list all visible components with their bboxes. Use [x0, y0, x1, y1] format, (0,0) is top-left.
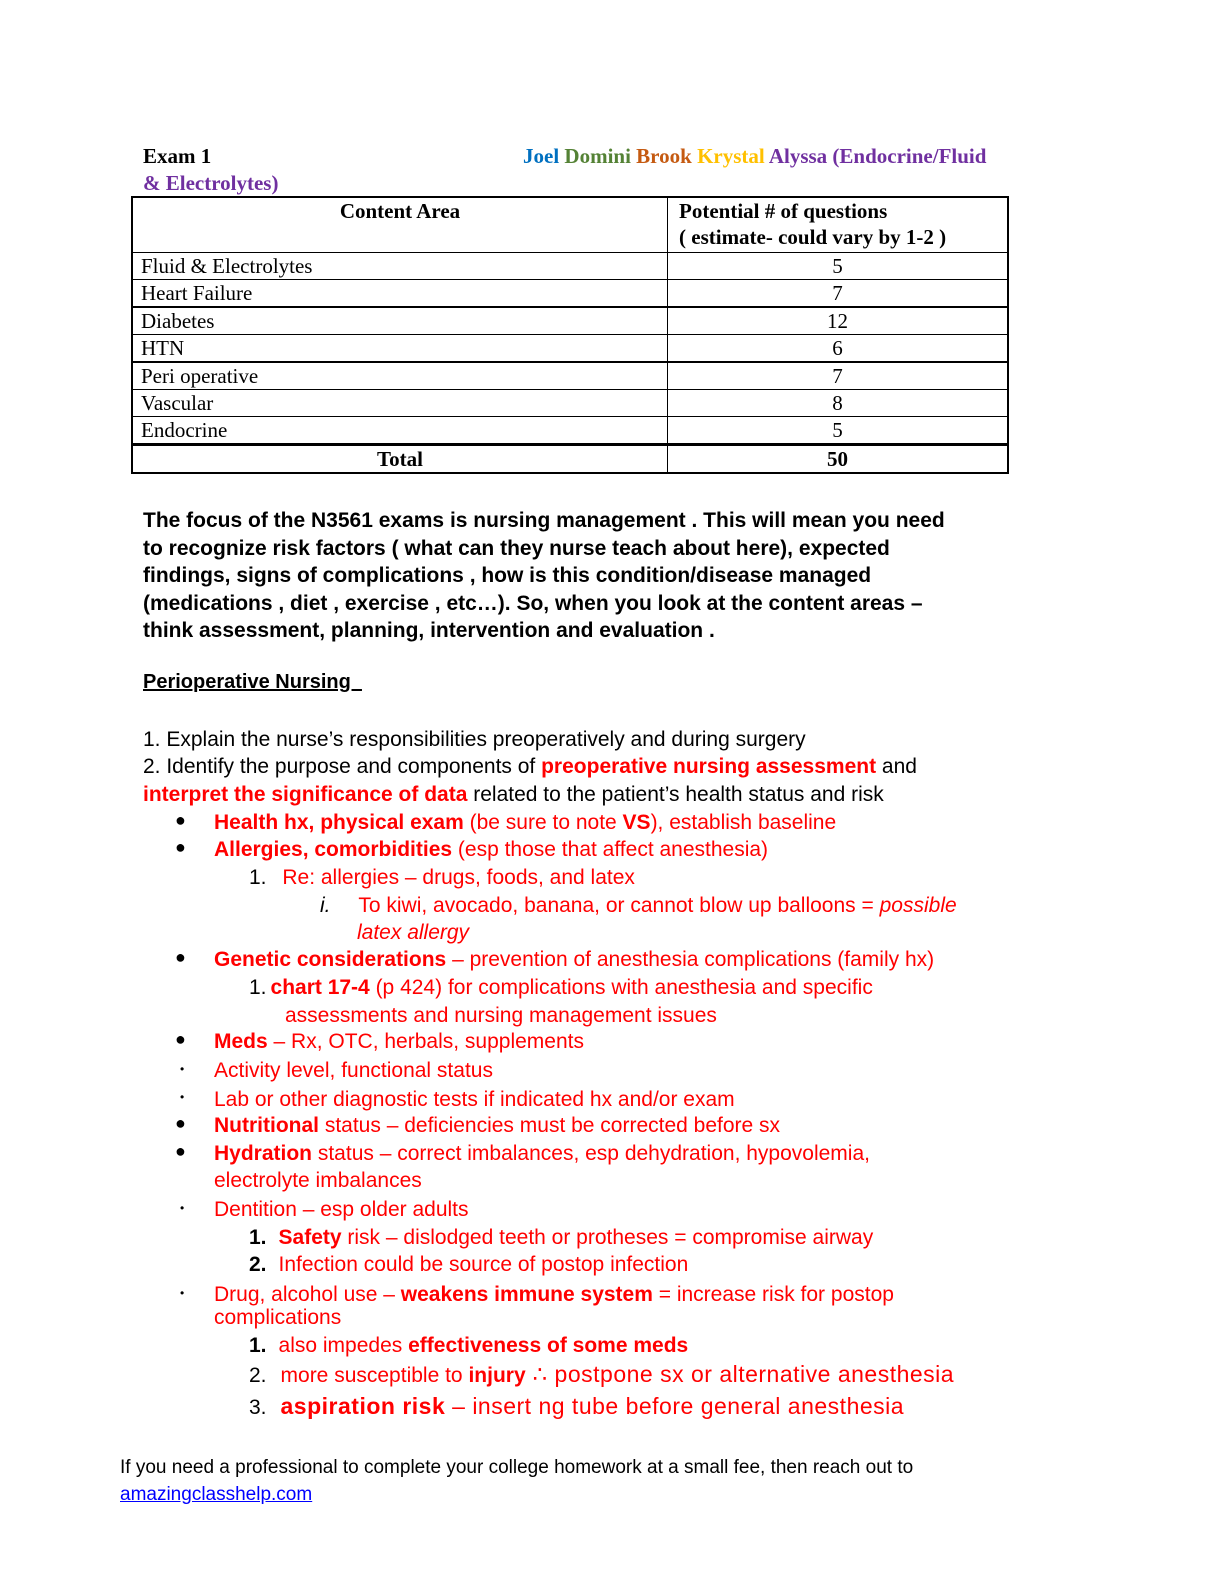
list-item-drug-cont: complications: [214, 1306, 342, 1329]
cell-count: 6: [668, 335, 1009, 363]
emphasis: latex allergy: [357, 921, 470, 944]
list-number: 2.: [249, 1253, 267, 1276]
cell-count: 8: [668, 390, 1009, 417]
content-area-table: [131, 196, 1009, 474]
total-label: Total: [132, 445, 668, 474]
paragraph-line: findings, signs of complications , how is this condition/disease managed: [143, 564, 872, 587]
emphasis: Nutritional: [214, 1114, 319, 1137]
list-number: 1.: [249, 1334, 267, 1357]
list-number: 1.: [249, 976, 267, 999]
objective-2: [143, 753, 917, 780]
text: 2. Identify the purpose and components of: [143, 755, 542, 778]
bullet-icon: ●: [175, 1141, 186, 1161]
cell-area: HTN: [132, 335, 668, 363]
list-number: 2.: [249, 1364, 267, 1387]
emphasis: Safety: [278, 1226, 342, 1249]
sub-item-genetic-1: [249, 974, 873, 1001]
text: Infection could be source of postop infection: [278, 1253, 689, 1276]
emphasis: chart 17-4: [270, 976, 370, 999]
section-title: Perioperative Nursing: [143, 671, 362, 693]
paragraph-line: (medications , diet , exercise , etc…). So, when you look at the content areas –: [143, 591, 923, 615]
list-item-health: [214, 809, 836, 836]
text: more susceptible to: [280, 1364, 469, 1387]
header-line: ( estimate- could vary by 1-2 ): [679, 225, 947, 249]
cell-area: Endocrine: [132, 417, 668, 445]
emphasis: Hydration: [214, 1142, 313, 1165]
bullet-icon: ●: [175, 947, 186, 967]
cell-count: 7: [668, 362, 1009, 390]
text: ), establish baseline: [650, 811, 837, 834]
sub-item-allergies-1: [249, 864, 635, 891]
emphasis: possible: [879, 894, 957, 917]
bullet-icon: ●: [175, 837, 186, 857]
footer-link[interactable]: amazingclasshelp.com: [120, 1484, 313, 1505]
author-names-continuation: & Electrolytes): [143, 171, 279, 195]
table-total-row: [132, 445, 1008, 474]
sub-item-genetic-1-cont: assessments and nursing management issues: [285, 1004, 717, 1027]
list-number: i.: [320, 894, 331, 917]
cell-count: 12: [668, 307, 1009, 335]
text: (p 424) for complications with anesthesia and specific: [369, 976, 873, 999]
author-names: [523, 143, 986, 170]
list-number: 1.: [249, 1226, 267, 1249]
objective-1: 1. Explain the nurse’s responsibilities preoperatively and during surgery: [143, 728, 806, 751]
text: = increase risk for postop: [652, 1283, 894, 1306]
list-number: 3.: [249, 1396, 267, 1419]
bullet-icon: ●: [175, 1029, 186, 1049]
table-row: [132, 253, 1008, 280]
list-item-genetic: [214, 946, 934, 973]
text: (esp those that affect anesthesia): [452, 838, 769, 861]
emphasis: Health hx, physical exam: [214, 811, 464, 834]
paragraph-line: think assessment, planning, intervention and evaluation .: [143, 619, 715, 642]
table-row: [132, 362, 1008, 390]
footer-note: [120, 1454, 913, 1508]
list-item-meds: [214, 1028, 584, 1055]
author-name: Domini: [564, 144, 631, 168]
emphasis: VS: [622, 811, 651, 834]
bullet-icon: •: [180, 1201, 185, 1215]
cell-area: Fluid & Electrolytes: [132, 253, 668, 280]
table-row: [132, 307, 1008, 335]
sub-item-dentition-2: [249, 1251, 688, 1278]
column-header-content-area: Content Area: [132, 197, 668, 253]
emphasis: interpret the significance of data: [143, 783, 468, 806]
paragraph-line: The focus of the N3561 exams is nursing management . This will mean you need: [143, 509, 945, 532]
column-header-potential-questions: [668, 197, 1009, 253]
footer-text: If you need a professional to complete your college homework at a small fee, then reach out to: [120, 1457, 914, 1478]
author-name: Alyssa (Endocrine/Fluid: [768, 144, 987, 168]
list-item-hydration-cont: electrolyte imbalances: [214, 1169, 422, 1192]
emphasis: Meds: [214, 1030, 268, 1053]
text: Drug, alcohol use –: [214, 1283, 401, 1306]
sub-item-drug-2: [249, 1361, 954, 1389]
cell-count: 5: [668, 253, 1009, 280]
objective-2-cont: [143, 781, 884, 808]
emphasis: effectiveness of some meds: [408, 1334, 689, 1357]
text: Re: allergies – drugs, foods, and latex: [282, 866, 635, 889]
paragraph-line: to recognize risk factors ( what can they nurse teach about here), expected: [143, 536, 890, 560]
sub-sub-item-latex: [320, 892, 957, 919]
author-name: Brook: [636, 144, 692, 168]
text: risk – dislodged teeth or protheses = compromise airway: [341, 1226, 874, 1249]
emphasis: weakens immune system: [400, 1283, 653, 1306]
bullet-icon: ●: [175, 1113, 186, 1133]
table-header-row: [132, 197, 1008, 253]
cell-count: 5: [668, 417, 1009, 445]
cell-area: Heart Failure: [132, 280, 668, 308]
text: To kiwi, avocado, banana, or cannot blow up balloons =: [358, 894, 880, 917]
header-line: Potential # of questions: [679, 199, 888, 223]
emphasis: preoperative nursing assessment: [541, 755, 877, 778]
sub-item-drug-3: [249, 1393, 904, 1421]
text: status – correct imbalances, esp dehydration, hypovolemia,: [312, 1142, 870, 1165]
emphasis: Genetic considerations: [214, 948, 447, 971]
cell-area: Vascular: [132, 390, 668, 417]
list-item-activity: Activity level, functional status: [214, 1059, 493, 1082]
bullet-icon: •: [180, 1062, 185, 1076]
cell-area: Diabetes: [132, 307, 668, 335]
sub-sub-item-latex-cont: [357, 919, 469, 946]
text: – Rx, OTC, herbals, supplements: [267, 1030, 584, 1053]
table-row: [132, 417, 1008, 445]
list-item-hydration: [214, 1140, 870, 1167]
list-item-lab: Lab or other diagnostic tests if indicated hx and/or exam: [214, 1088, 735, 1111]
text: – insert ng tube before general anesthesia: [445, 1393, 905, 1419]
total-value: 50: [668, 445, 1009, 474]
text: (be sure to note: [463, 811, 623, 834]
emphasis: aspiration risk: [280, 1393, 446, 1419]
text: – prevention of anesthesia complications (family hx): [446, 948, 935, 971]
list-item-dentition: Dentition – esp older adults: [214, 1198, 469, 1221]
author-name: Joel: [523, 144, 560, 168]
table-row: [132, 280, 1008, 308]
table-row: [132, 390, 1008, 417]
bullet-icon: •: [180, 1286, 185, 1300]
focus-paragraph: [143, 507, 1063, 645]
list-item-allergies: [214, 836, 768, 863]
list-item-nutritional: [214, 1112, 780, 1139]
emphasis: injury: [468, 1364, 526, 1387]
text: and: [876, 755, 917, 778]
text: related to the patient’s health status and risk: [467, 783, 884, 806]
text: ∴ postpone sx or alternative anesthesia: [525, 1361, 955, 1387]
text: status – deficiencies must be corrected before sx: [319, 1114, 781, 1137]
cell-count: 7: [668, 280, 1009, 308]
bullet-icon: ●: [175, 810, 186, 830]
text: also impedes: [278, 1334, 409, 1357]
exam-label: Exam 1: [143, 144, 212, 168]
author-name: Krystal: [697, 144, 765, 168]
bullet-icon: •: [180, 1090, 185, 1104]
sub-item-dentition-1: [249, 1224, 873, 1251]
list-number: 1.: [249, 866, 267, 889]
table-row: [132, 335, 1008, 363]
cell-area: Peri operative: [132, 362, 668, 390]
sub-item-drug-1: [249, 1332, 688, 1359]
emphasis: Allergies, comorbidities: [214, 838, 453, 861]
